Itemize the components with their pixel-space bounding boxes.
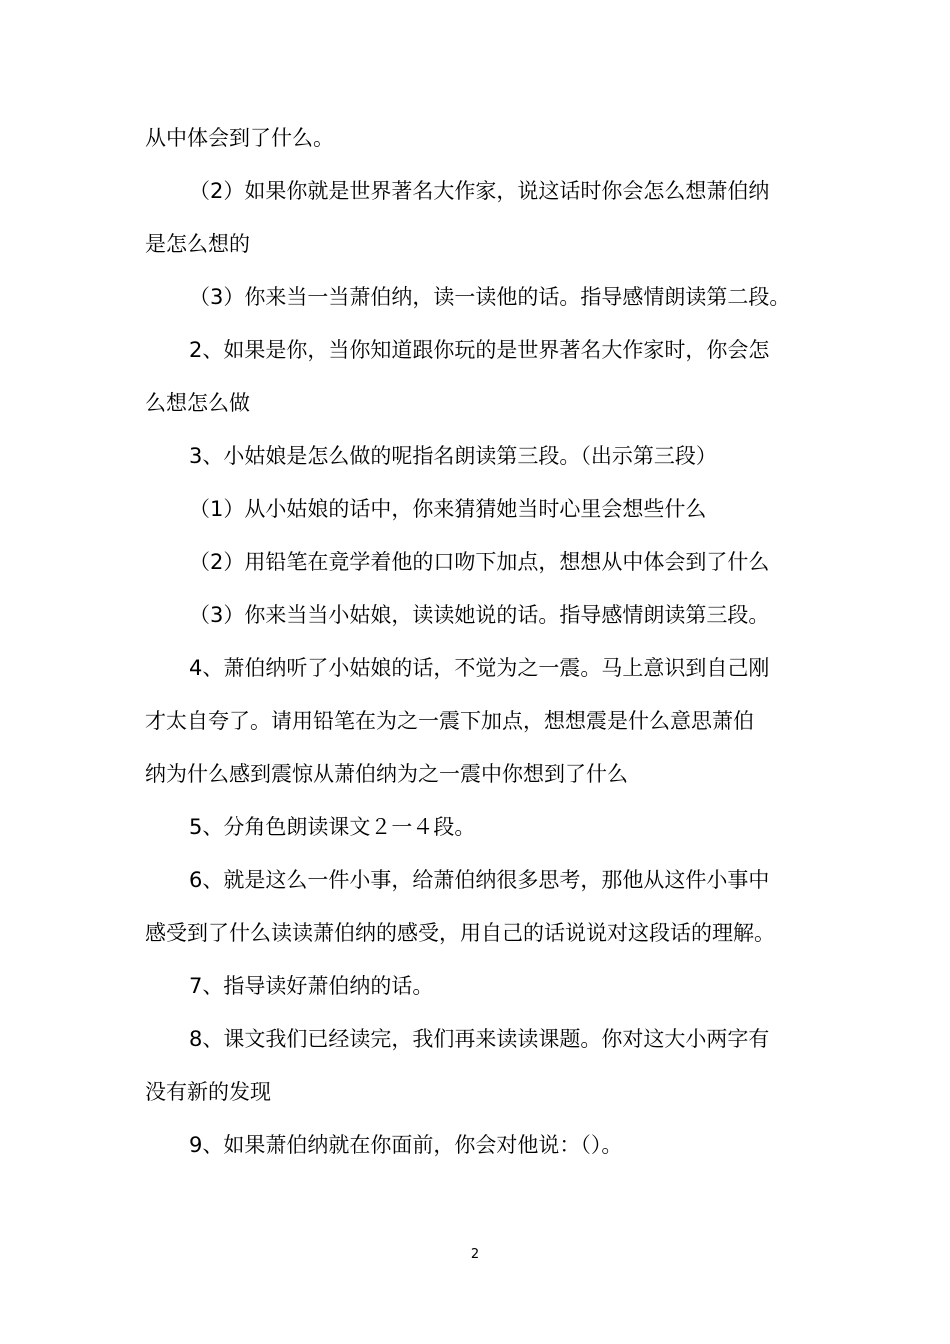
text-line: （1）从小姑娘的话中，你来猜猜她当时心里会想些什么 (189, 497, 707, 521)
paragraph (145, 642, 815, 801)
paragraph (145, 854, 815, 960)
text-line: 2、如果是你，当你知道跟你玩的是世界著名大作家时，你会怎 (189, 338, 770, 362)
text-line: 6、就是这么一件小事，给萧伯纳很多思考，那他从这件小事中 (189, 868, 770, 892)
paragraph (145, 1013, 815, 1119)
text-line: 从中体会到了什么。 (145, 126, 334, 150)
text-line: 才太自夸了。请用铅笔在为之一震下加点，想想震是什么意思萧伯 (145, 709, 754, 733)
paragraph (145, 430, 815, 483)
text-line: 没有新的发现 (145, 1080, 271, 1104)
text-line: （2）如果你就是世界著名大作家，说这话时你会怎么想萧伯纳 (189, 179, 770, 203)
text-line: 9、如果萧伯纳就在你面前，你会对他说：（）。 (189, 1133, 623, 1157)
paragraph (145, 324, 815, 430)
text-line: 感受到了什么读读萧伯纳的感受，用自己的话说说对这段话的理解。 (145, 921, 775, 945)
paragraph (145, 801, 815, 854)
paragraph (145, 271, 815, 324)
paragraph (145, 536, 815, 589)
paragraph (145, 960, 815, 1013)
paragraph (145, 1119, 815, 1172)
page-number: 2 (470, 1247, 480, 1262)
paragraph (145, 483, 815, 536)
text-line: 4、萧伯纳听了小姑娘的话，不觉为之一震。马上意识到自己刚 (189, 656, 770, 680)
text-line: 3、小姑娘是怎么做的呢指名朗读第三段。（出示第三段） (189, 444, 717, 468)
text-line: 8、课文我们已经读完，我们再来读读课题。你对这大小两字有 (189, 1027, 770, 1051)
text-line: 5、分角色朗读课文２一４段。 (189, 815, 476, 839)
text-line: 纳为什么感到震惊从萧伯纳为之一震中你想到了什么 (145, 762, 628, 786)
text-line: （3）你来当当小姑娘，读读她说的话。指导感情朗读第三段。 (189, 603, 770, 627)
text-line: 是怎么想的 (145, 232, 250, 256)
text-line: 7、指导读好萧伯纳的话。 (189, 974, 434, 998)
text-line: （2）用铅笔在竟学着他的口吻下加点，想想从中体会到了什么 (189, 550, 770, 574)
paragraph (145, 165, 815, 271)
text-line: 么想怎么做 (145, 391, 250, 415)
paragraph (145, 112, 815, 165)
text-line: （3）你来当一当萧伯纳，读一读他的话。指导感情朗读第二段。 (189, 285, 791, 309)
paragraph (145, 589, 815, 642)
